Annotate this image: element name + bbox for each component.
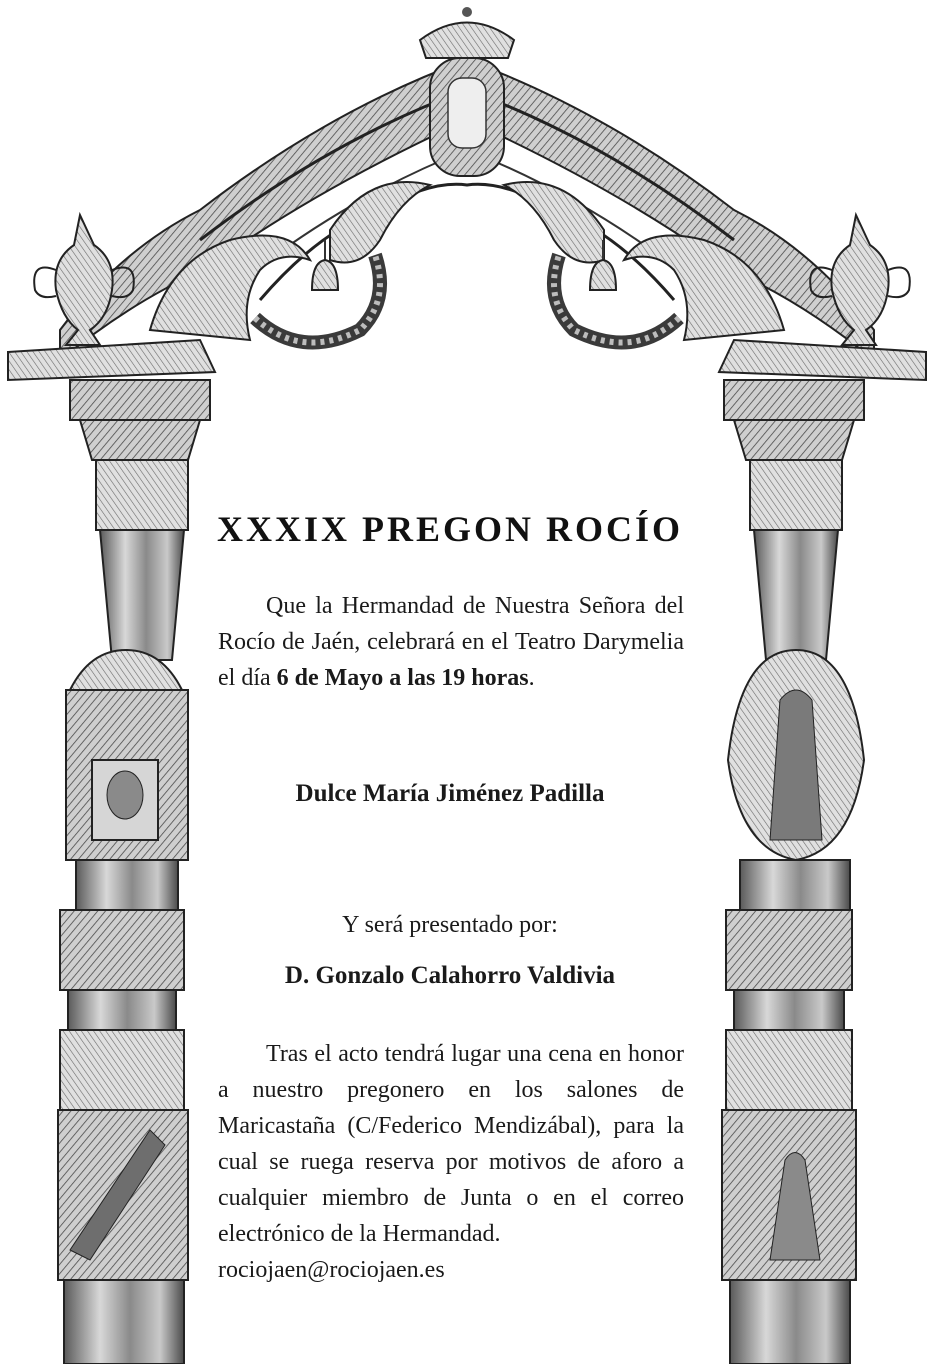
- garland-right: [554, 255, 679, 343]
- intro-text: Que la Hermandad de Nuestra Señora del Rocío de Jaén, celebrará en el Teatro Darymelia el día: [218, 593, 684, 691]
- crown-emblem: [420, 7, 514, 176]
- presenter-name: D. Gonzalo Calahorro Valdivia: [284, 962, 616, 989]
- intro-end: .: [528, 665, 535, 691]
- intro-paragraph: [218, 588, 684, 696]
- column-left: [58, 420, 200, 1364]
- cornice-left: [8, 340, 215, 420]
- cornice-right: [719, 340, 926, 420]
- dinner-text: Tras el acto tendrá lugar una cena en honor a nuestro pregonero en los salones de Maricastaña (C/Federico Mendizábal), para la cual se ruega reserva por motivos de aforo a cualquier miembro de Junta o en el correo electrónico de la Hermandad.: [218, 1041, 684, 1247]
- event-date-time: 6 de Mayo a las 19 horas: [276, 665, 529, 691]
- contact-email[interactable]: rociojaen@rociojaen.es: [218, 1257, 445, 1283]
- dinner-paragraph: [218, 1036, 684, 1288]
- presented-by-label: Y será presentado por:: [342, 912, 558, 938]
- poster-title: XXXIX PREGON ROCÍO: [216, 509, 683, 549]
- column-right: [722, 420, 864, 1364]
- speaker-name: Dulce María Jiménez Padilla: [295, 780, 605, 807]
